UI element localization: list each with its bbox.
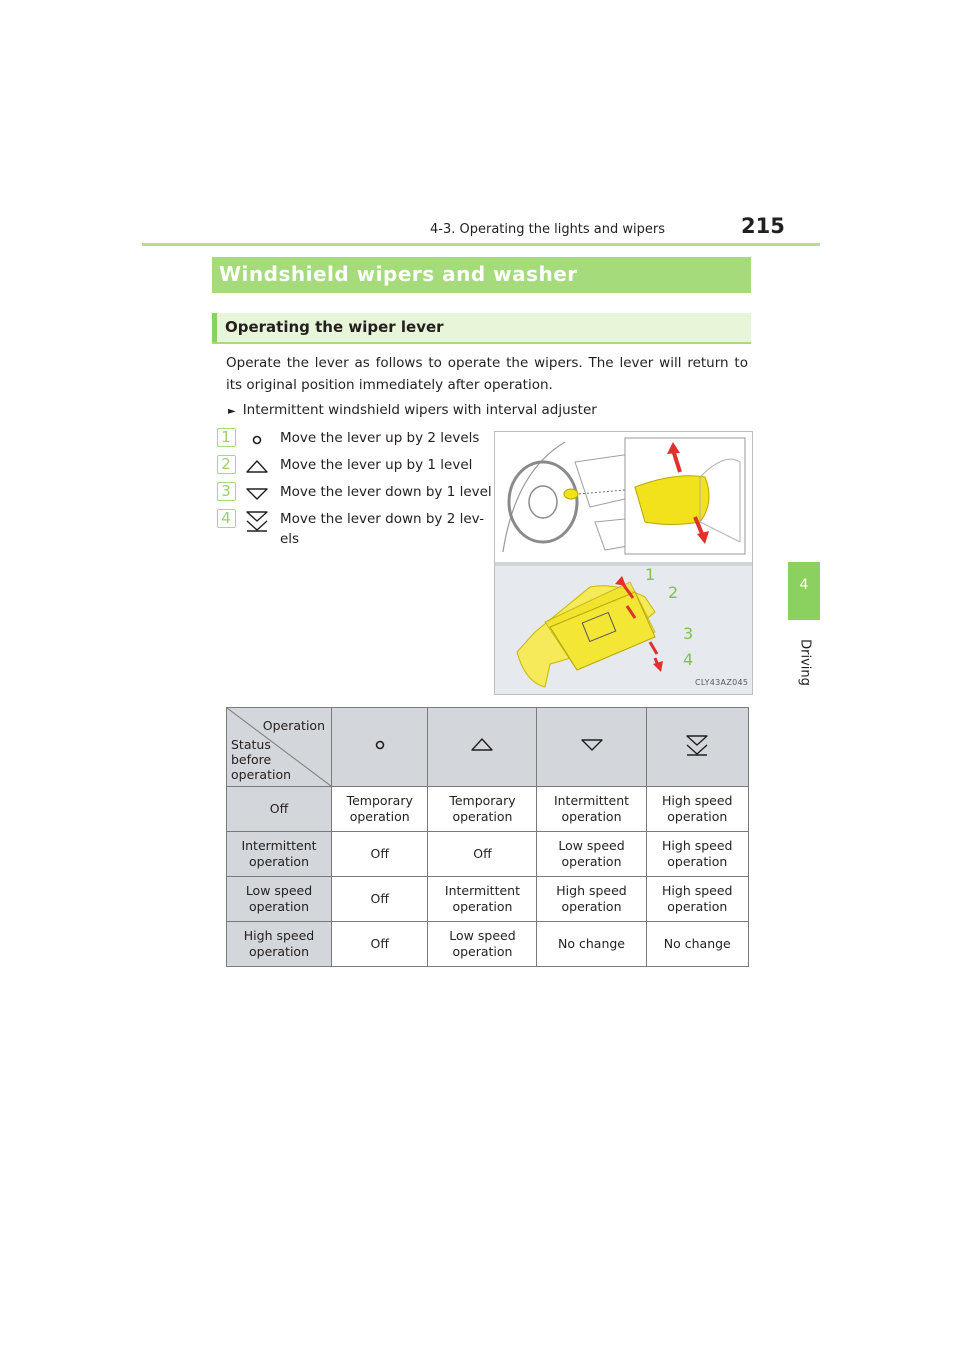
step-text: Move the lever up by 2 levels [280,430,480,446]
table-row [227,832,749,877]
chapter-tab-label [775,635,835,695]
single-circle-icon [243,428,271,452]
table-cell: No change [537,922,646,967]
column-header-up-two [332,708,428,787]
table-cell: High speed operation [646,832,748,877]
step-number: 3 [221,482,231,500]
step-text-line2: els [280,531,300,547]
callout-1: 1 [645,565,656,584]
wiper-lever-diagram [494,431,753,695]
table-corner-cell [227,708,332,787]
double-down-arc-icon [243,509,271,533]
up-arc-icon [468,733,496,757]
chapter-tab-number: 4 [799,577,809,593]
table-cell: High speed operation [646,787,748,832]
wiper-lever-illustration [495,432,752,694]
subsection-accent [212,313,217,342]
diagram-code: CLY43AZ045 [695,678,749,687]
section-title-bar [212,257,751,293]
status-cell: Off [227,787,332,832]
table-row [227,787,749,832]
subsection-title-bar [212,313,751,344]
header-status [231,737,291,782]
subsection-title: Operating the wiper lever [225,318,444,336]
bullet-item [228,402,597,418]
table-cell: Low speed operation [428,922,537,967]
operation-table [226,707,749,967]
bullet-text: Intermittent windshield wipers with interval adjuster [242,402,597,418]
down-arc-icon [243,482,271,506]
table-cell: High speed operation [537,877,646,922]
table-cell: Temporary operation [332,787,428,832]
table-cell: Temporary operation [428,787,537,832]
header-status-line2: before [231,752,272,767]
chapter-label-text: Driving [797,639,813,686]
section-title: Windshield wipers and washer [219,262,578,286]
lever-highlight [564,489,578,499]
header-status-line3: operation [231,767,292,782]
table-row [227,922,749,967]
table-row [227,877,749,922]
callout-2: 2 [668,583,679,602]
page-number: 215 [741,214,785,238]
table-cell: Intermittent operation [428,877,537,922]
callout-4: 4 [683,650,694,669]
step-text: Move the lever down by 1 level [280,484,492,500]
step-text: Move the lever up by 1 level [280,457,473,473]
callout-3: 3 [683,624,694,643]
table-cell: High speed operation [646,877,748,922]
column-header-down-one [537,708,646,787]
step-text-line1: Move the lever down by 2 lev- [280,511,485,527]
header-operation: Operation [262,718,325,733]
down-arc-icon [578,733,606,757]
table-cell: Off [428,832,537,877]
step-number: 1 [221,428,231,446]
step-number: 2 [221,455,231,473]
table-header-row [227,708,749,787]
single-circle-icon [366,733,394,757]
double-down-arc-icon [683,733,711,757]
table-cell: Off [332,877,428,922]
header-divider [142,243,820,246]
table-cell: Intermittent operation [537,787,646,832]
intro-paragraph: Operate the lever as follows to operate the wipers. The lever will return to its original position immediately after operation. [226,355,748,393]
table-cell: Low speed operation [537,832,646,877]
bullet-triangle-icon: ► [228,406,236,417]
table-cell: No change [646,922,748,967]
header-section-title: 4-3. Operating the lights and wipers [430,222,666,237]
column-header-up-one [428,708,537,787]
column-header-down-two [646,708,748,787]
step-number: 4 [221,509,231,527]
lever-closeup [635,476,709,525]
table-cell: Off [332,832,428,877]
status-cell: High speed operation [227,922,332,967]
table-cell: Off [332,922,428,967]
header-status-line1: Status [231,737,271,752]
status-cell: Intermittent operation [227,832,332,877]
up-arc-icon [243,455,271,479]
status-cell: Low speed operation [227,877,332,922]
